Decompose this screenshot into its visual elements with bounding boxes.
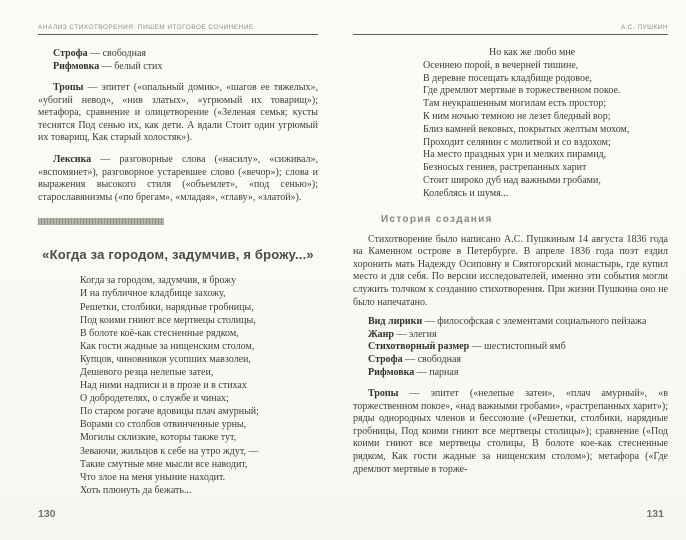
poem-right bbox=[423, 47, 668, 201]
poem-left bbox=[80, 274, 318, 497]
poem-line: Под коими гниют все мертвецы столицы, bbox=[80, 314, 256, 326]
poem-line: Там неукрашенным могилам есть простор; bbox=[423, 98, 607, 110]
attribute-value: — шестистопный ямб bbox=[469, 341, 566, 353]
poem-line: Колеблясь и шумя... bbox=[423, 187, 509, 199]
term-value: — свободная bbox=[87, 48, 146, 59]
attribute-value: — свободная bbox=[402, 353, 461, 365]
poem-line: В болоте коё-как стесненные рядком, bbox=[80, 327, 239, 339]
poem-line: Могилы склизкие, которы также тут, bbox=[80, 432, 237, 444]
attribute-value: — элегия bbox=[393, 328, 437, 340]
poem-line: Такие смутные мне мысли все наводит, bbox=[80, 458, 248, 470]
page-number-right: 131 bbox=[646, 508, 664, 520]
poem-line: Что злое на меня уныние находит. bbox=[80, 471, 226, 483]
poem-line: И на публичное кладбище захожу, bbox=[80, 288, 226, 300]
poem-line: Но как же любо мне bbox=[489, 47, 576, 58]
term-line-strofa bbox=[38, 47, 318, 60]
tropes-paragraph-right bbox=[353, 388, 668, 476]
section-heading-history: История создания bbox=[381, 213, 493, 225]
page-number-left: 130 bbox=[38, 508, 56, 520]
poem-title: «Когда за городом, задумчив, я брожу...» bbox=[42, 247, 314, 263]
lexis-paragraph bbox=[38, 154, 318, 204]
poem-line: Над ними надписи и в прозе и в стихах bbox=[80, 380, 247, 392]
attribute-line bbox=[353, 316, 668, 329]
poem-line: Купцов, чиновников усопших мавзолеи, bbox=[80, 353, 251, 365]
term-label: Строфа bbox=[53, 48, 88, 59]
tropes-paragraph bbox=[38, 82, 318, 145]
poem-line: Решетки, столбики, нарядные гробницы, bbox=[80, 301, 254, 313]
attributes-block bbox=[353, 316, 668, 379]
attribute-value: — парная bbox=[414, 366, 459, 378]
poem-line: Стоит широко дуб над важными гробами, bbox=[423, 174, 601, 186]
poem-line: Когда за городом, задумчив, я брожу bbox=[80, 275, 237, 287]
attribute-label: Строфа bbox=[368, 353, 403, 365]
attribute-line bbox=[353, 367, 668, 380]
attribute-line bbox=[353, 354, 668, 367]
poem-line: В деревне посещать кладбище родовое, bbox=[423, 72, 593, 84]
running-header-right: А.С. ПУШКИН bbox=[353, 24, 668, 35]
tropes-label: Тропы bbox=[368, 388, 399, 400]
poem-line: Ворами со столбов отвинченные урны, bbox=[80, 419, 247, 431]
term-value: — белый стих bbox=[99, 61, 163, 72]
poem-line: По старом рогаче вдовицы плач амурный; bbox=[80, 406, 259, 418]
decorative-strip bbox=[38, 218, 164, 225]
attribute-label: Жанр bbox=[368, 328, 394, 340]
poem-line: К ним ночью темною не лезет бледный вор; bbox=[423, 110, 611, 122]
attribute-line bbox=[353, 329, 668, 342]
right-page bbox=[343, 0, 686, 540]
poem-line: Безносых гениев, растрепанных харит bbox=[423, 162, 587, 174]
poem-line: На место праздных урн и мелких пирамид, bbox=[423, 149, 607, 161]
lexis-text: — разговорные слова («насилу», «сиживал», «вспомянет»), разговорное устаревшее слово («вечор»); слова и выражения высокого стиля («объемлет», «под сенью»); старославянизмы («по брегам», «младая», «главу», «златой»). bbox=[38, 153, 318, 203]
term-line-rifmovka bbox=[38, 60, 318, 73]
poem-line: Где дремлют мертвые в торжественном покое. bbox=[423, 85, 621, 97]
tropes-text: — эпитет («нелепые затеи», «плач амурный», «в торжественном покое», «над важными гробами», «растрепанных харит»); ряды однородных членов и бессоюзие («Решетки, столбики, нарядные гробницы, Под коими гниют все мертвецы столицы»); сравнение («Под коими гниют все мертвецы столицы, В болоте кое-как стесненные рядком, Как гости жадные за нищенским столом»); метафора («Где дремлют мертвые в торже- bbox=[353, 388, 668, 475]
poem-line: Зеваючи, жильцов к себе на утро ждут, — bbox=[80, 445, 259, 457]
poem-line: Как гости жадные за нищенским столом, bbox=[80, 340, 255, 352]
tropes-text: — эпитет («опальный домик», «шагов ее тяжелых», «убогий невод», «нив златых», «угрюмый их товарищ»); метафора, сравнение и олицетворение («Зеленая семья; кусты теснятся Под сенью их, как дети. А вдали Стоит один угрюмый их товарищ, Как старый холостяк»). bbox=[38, 82, 318, 144]
attribute-label: Стихотворный размер bbox=[368, 341, 470, 353]
poem-line: Дешевого резца нелепые затеи, bbox=[80, 367, 214, 378]
lexis-label: Лексика bbox=[53, 153, 92, 165]
poem-line: Проходит селянин с молитвой и со вздохом; bbox=[423, 136, 611, 148]
poem-line: О добродетелях, о службе и чинах; bbox=[80, 393, 229, 405]
term-label: Рифмовка bbox=[53, 61, 100, 72]
poem-line: Близ камней вековых, покрытых желтым мохом, bbox=[423, 123, 630, 135]
poem-line: Осеннею порой, в вечерней тишине, bbox=[423, 59, 579, 71]
attribute-value: — философская с элементами социального пейзажа bbox=[422, 316, 647, 328]
terms-block bbox=[38, 47, 318, 73]
tropes-label: Тропы bbox=[53, 82, 84, 93]
attribute-label: Вид лирики bbox=[368, 316, 423, 328]
poem-line: Хоть плюнуть да бежать... bbox=[80, 484, 192, 496]
attribute-line bbox=[353, 341, 668, 354]
running-header-left: АНАЛИЗ СТИХОТВОРЕНИЯ: ПИШЕМ ИТОГОВОЕ СОЧИНЕНИЕ bbox=[38, 24, 318, 35]
attribute-label: Рифмовка bbox=[368, 366, 415, 378]
history-paragraph: Стихотворение было написано А.С. Пушкиным 14 августа 1836 года на Каменном острове в Петербурге. В апреле 1836 года поэт ездил хоронить мать Надежду Осиповну в Святогорский монастырь, где купил место и для себя. По версии исследователей, именно эти события могли служить толчком к созданию стихотворения. При жизни Пушкина оно не было напечатано. bbox=[353, 233, 668, 308]
